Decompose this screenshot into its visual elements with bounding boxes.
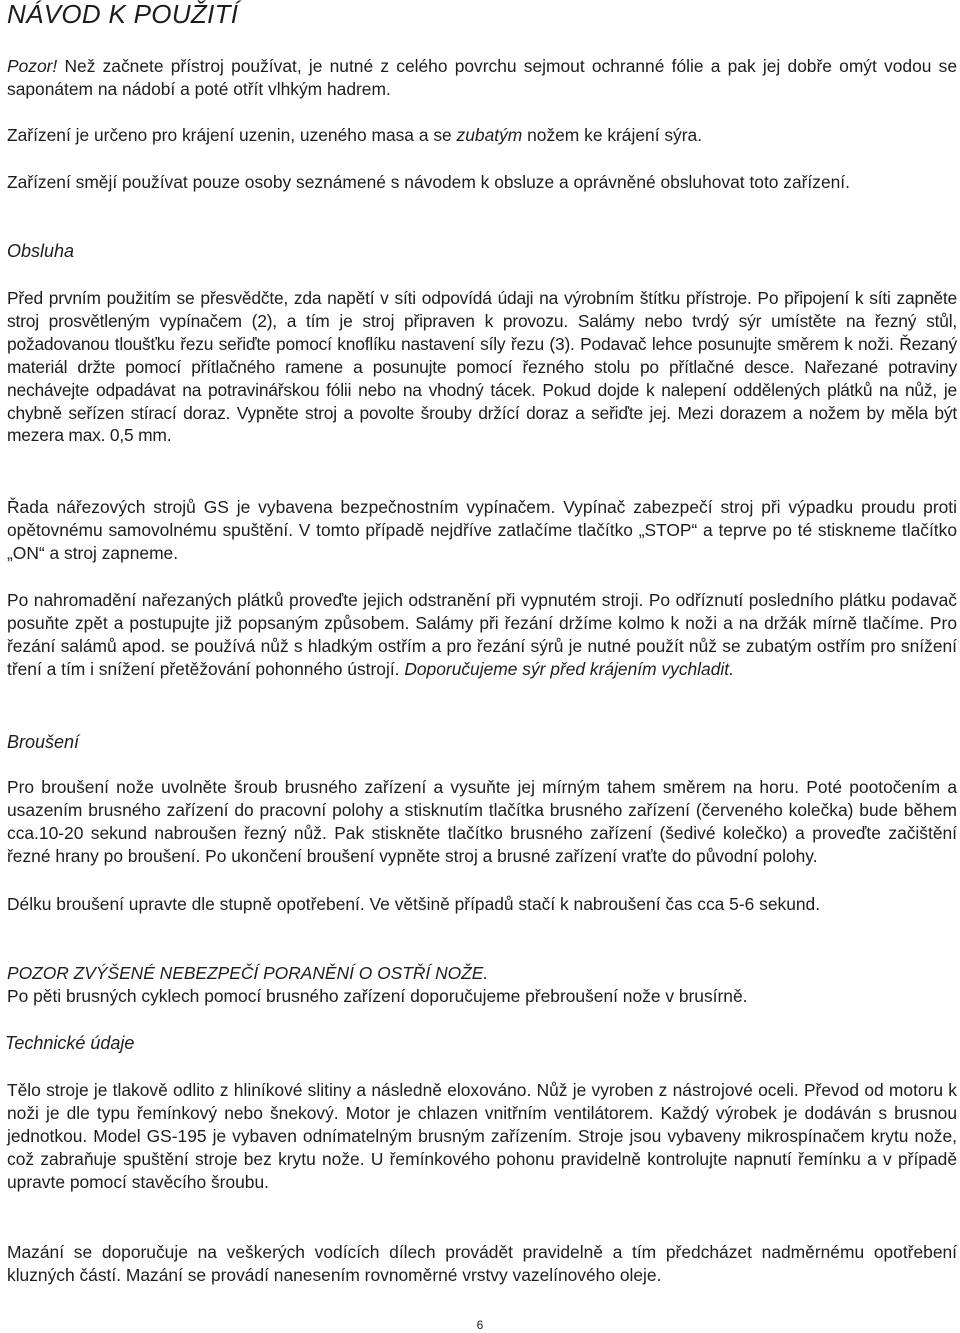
pozor-label: Pozor! bbox=[7, 56, 58, 76]
section-heading-brouseni: Broušení bbox=[7, 732, 80, 752]
warning-paragraph: Po pěti brusných cyklech pomocí brusného zařízení doporučujeme přebroušení nože v brusírně. bbox=[7, 986, 748, 1006]
brouseni-paragraph-1: Pro broušení nože uvolněte šroub brusného zařízení a vysuňte jej mírným tahem směrem na horu. Poté pootočením a usazením brusného zařízení do pracovní polohy a stisknutím tlačítka brusného zařízení (červeného kolečka) bude během cca.10-20 sekund nabroušen řezný nůž. Pak stiskněte tlačítko brusného zařízení (šedivé kolečko) a proveďte začištění řezné hrany po broušení. Po ukončení broušení vypněte stroj a brusné zařízení vraťte do původní polohy. bbox=[7, 777, 957, 866]
tech-paragraph-2: Mazání se doporučuje na veškerých vodících dílech provádět pravidelně a tím předcházet nadměrnému opotřebení kluzných částí. Mazání se provádí nanesením rovnoměrné vrstvy vazelínového oleje. bbox=[7, 1242, 957, 1285]
tech-paragraph-1: Tělo stroje je tlakově odlito z hliníkové slitiny a následně eloxováno. Nůž je vyroben z nástrojové oceli. Převod od motoru k noži je dle typu řemínkový nebo šnekový. Motor je chlazen vnitřním ventilátorem. Každý výrobek je dodáván s brusnou jednotkou. Model GS-195 je vybaven odnímatelným brusným zařízením. Stroje jsou vybaveny mikrospínačem krytu nože, což zabraňuje spuštění stroje bez krytu nože. U řemínkového pohonu pravidelně kontrolujte napnutí řemínku a v případě upravte pomocí stavěcího šroubu. bbox=[7, 1080, 957, 1192]
obsluha-paragraph-2: Řada nářezových strojů GS je vybavena bezpečnostním vypínačem. Vypínač zabezpečí stroj při výpadku proudu proti opětovnému samovolnému spuštění. V tomto případě nejdříve zatlačíme tlačítko „STOP“ a teprve po té stiskneme tlačítko „ON“ a stroj zapneme. bbox=[7, 497, 957, 563]
page-number: 6 bbox=[476, 1318, 484, 1332]
obsluha-paragraph-3 bbox=[7, 589, 957, 681]
obsluha-paragraph-3-text: Po nahromadění nařezaných plátků proveďte jejich odstranění při vypnutém stroji. Po odříznutí posledního plátku podavač posuňte zpět a postupujte již popsaným způsobem. Salámy při řezání držíme kolmo k noži a na držák mírně tlačíme. Pro řezání salámů apod. se používá nůž s hladkým ostřím a pro řezání sýrů je nutné použít nůž se zubatým ostřím pro snížení tření a tím i snížení přetěžování pohonného ústrojí. bbox=[7, 590, 957, 679]
section-heading-technicke-udaje: Technické údaje bbox=[5, 1033, 135, 1053]
section-heading-obsluha: Obsluha bbox=[7, 241, 75, 261]
users-paragraph: Zařízení smějí používat pouze osoby seznámené s návodem k obsluze a oprávněné obsluhovat toto zařízení. bbox=[7, 172, 850, 192]
intro-paragraph bbox=[7, 55, 957, 101]
page-title: NÁVOD K POUŽITÍ bbox=[7, 0, 239, 29]
warning-heading: POZOR ZVÝŠENÉ NEBEZPEČÍ PORANĚNÍ O OSTŘÍ NOŽE. bbox=[7, 963, 489, 983]
purpose-paragraph bbox=[7, 124, 957, 147]
obsluha-paragraph-3-italic: Doporučujeme sýr před krájením vychladit. bbox=[404, 658, 734, 679]
obsluha-paragraph-1: Před prvním použitím se přesvědčte, zda napětí v síti odpovídá údaji na výrobním štítku přístroje. Po připojení k síti zapněte stroj prosvětleným vypínačem (2), a tím je stroj připraven k provozu. Salámy nebo tvrdý sýr umístěte na řezný stůl, požadovanou tloušťku řezu seřiďte pomocí knoflíku nastavení síly řezu (3). Podavač lehce posunujte směrem k noži. Řezaný materiál držte pomocí přítlačného ramene a posunujte pomocí řezného stolu po přítlačné desce. Nařezané potraviny nechávejte odpadávat na potravinářskou fólii nebo na vhodný tácek. Pokud dojde k nalepení oddělených plátků na nůž, je chybně seřízen stírací doraz. Vypněte stroj a povolte šrouby držící doraz a seřiďte jej. Mezi dorazem a nožem by měla být mezera max. 0,5 mm. bbox=[7, 288, 957, 446]
purpose-italic: zubatým bbox=[456, 125, 523, 145]
purpose-text-after: nožem ke krájení sýra. bbox=[522, 125, 703, 145]
purpose-text-before: Zařízení je určeno pro krájení uzenin, uzeného masa a se bbox=[7, 125, 457, 145]
intro-text: Než začnete přístroj používat, je nutné z celého povrchu sejmout ochranné fólie a pak jej dobře omýt vodou se saponátem na nádobí a poté otřít vlhkým hadrem. bbox=[7, 56, 957, 99]
brouseni-paragraph-2: Délku broušení upravte dle stupně opotřebení. Ve většině případů stačí k nabroušení čas cca 5-6 sekund. bbox=[7, 894, 821, 914]
